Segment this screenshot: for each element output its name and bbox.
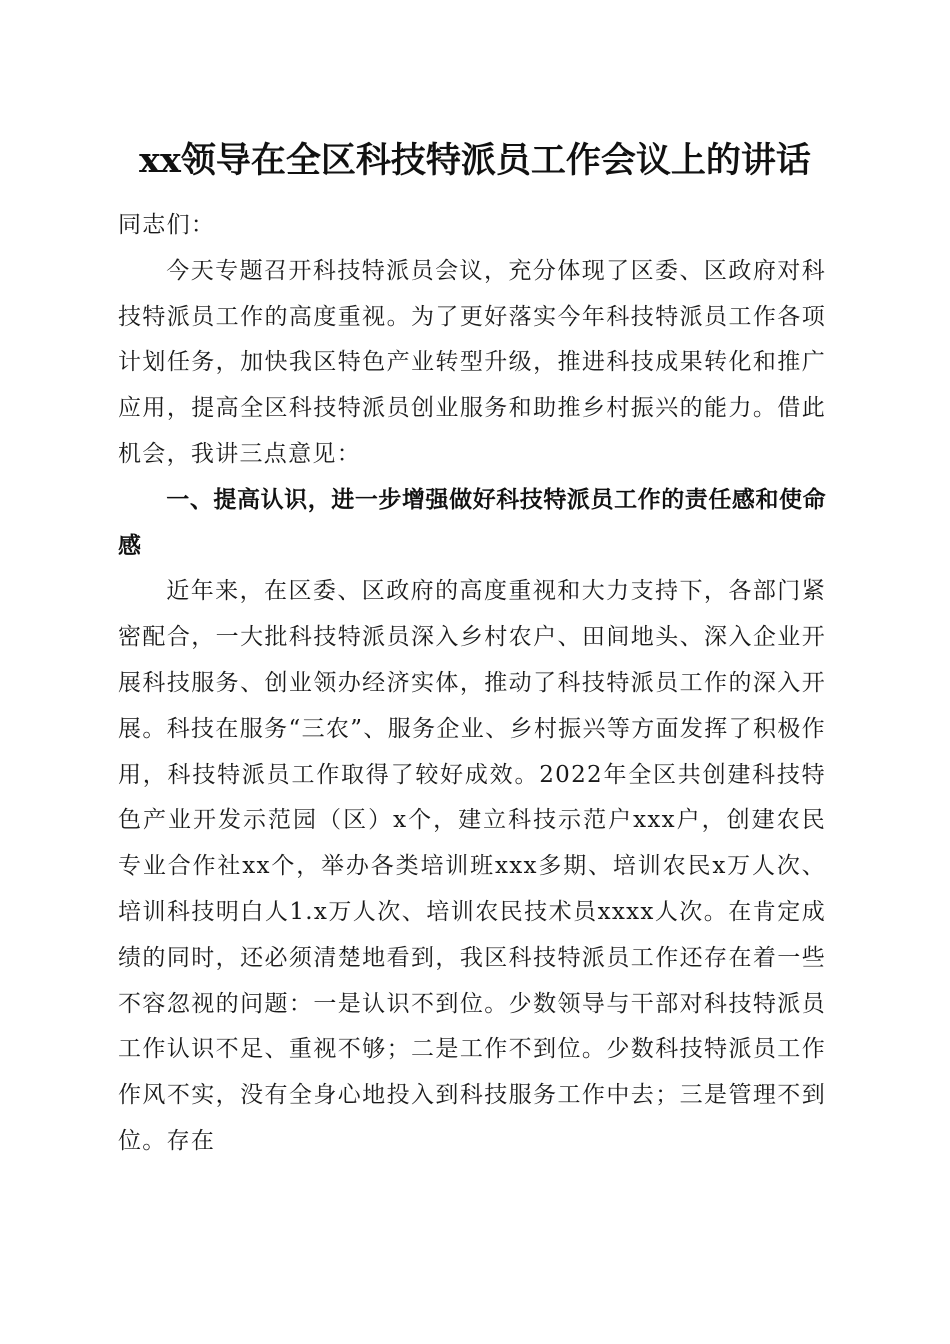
document-body [118,203,826,1165]
intro-paragraph: 今天专题召开科技特派员会议，充分体现了区委、区政府对科技特派员工作的高度重视。为了更好落实今年科技特派员工作各项计划任务，加快我区特色产业转型升级，推进科技成果转化和推广应用，提高全区科技特派员创业服务和助推乡村振兴的能力。借此机会，我讲三点意见： [118,257,826,467]
section-heading-1: 一、提高认识，进一步增强做好科技特派员工作的责任感和使命感 [118,486,826,559]
section-1-paragraph: 近年来，在区委、区政府的高度重视和大力支持下，各部门紧密配合，一大批科技特派员深入乡村农户、田间地头、深入企业开展科技服务、创业领办经济实体，推动了科技特派员工作的深入开展。科技在服务“三农”、服务企业、乡村振兴等方面发挥了积极作用，科技特派员工作取得了较好成效。2022年全区共创建科技特色产业开发示范园（区）x个，建立科技示范户xxx户，创建农民专业合作社xx个，举办各类培训班xxx多期、培训农民x万人次、培训科技明白人1.x万人次、培训农民技术员xxxx人次。在肯定成绩的同时，还必须清楚地看到，我区科技特派员工作还存在着一些不容忽视的问题：一是认识不到位。少数领导与干部对科技特派员工作认识不足、重视不够；二是工作不到位。少数科技特派员工作作风不实，没有全身心地投入到科技服务工作中去；三是管理不到位。存在 [118,578,826,1154]
salutation: 同志们： [118,212,216,238]
document-title: xx领导在全区科技特派员工作会议上的讲话 [139,140,811,181]
